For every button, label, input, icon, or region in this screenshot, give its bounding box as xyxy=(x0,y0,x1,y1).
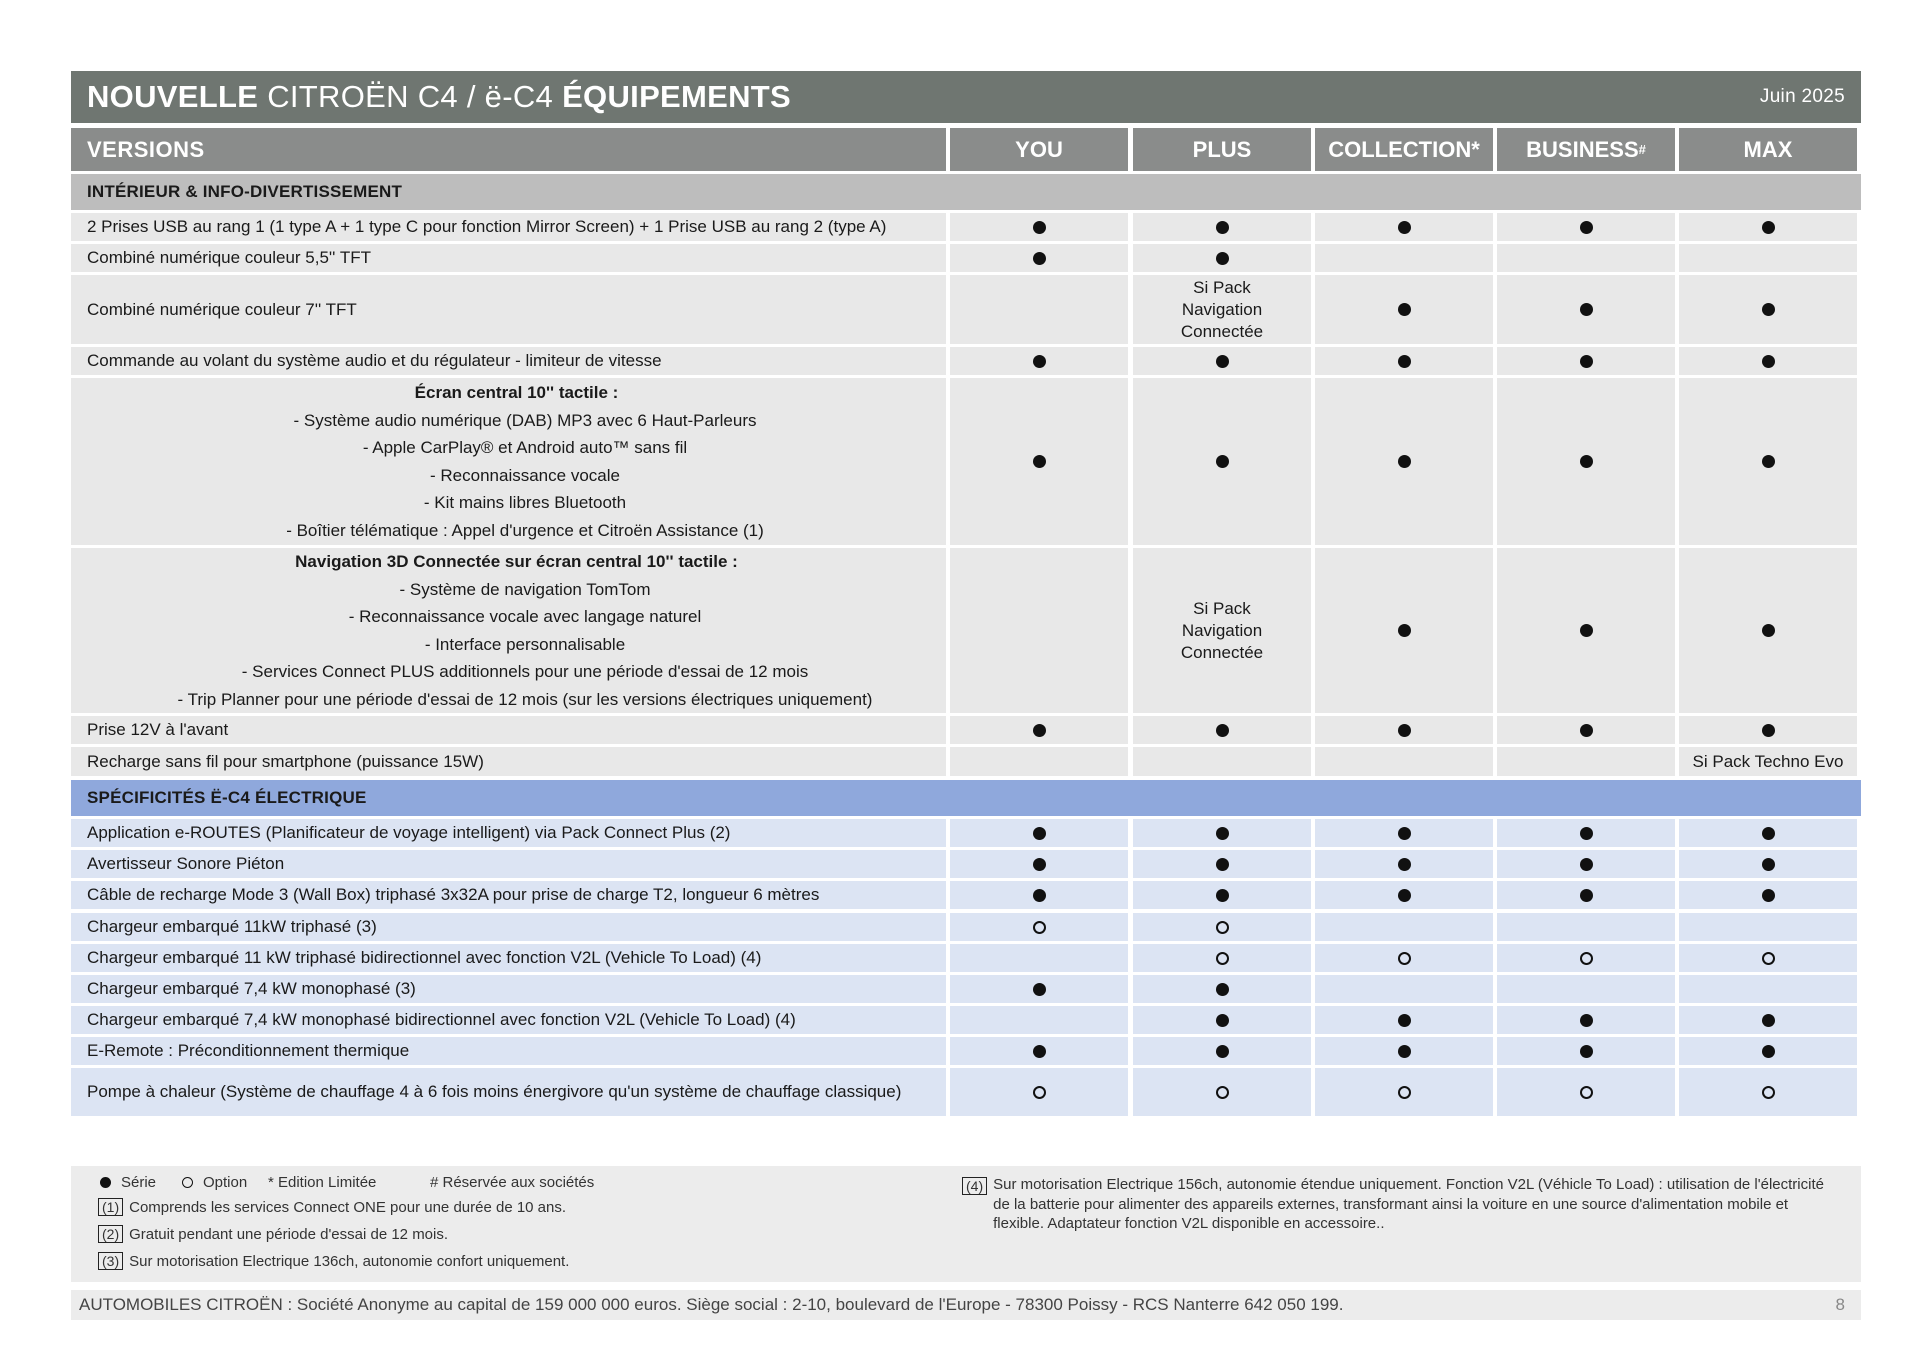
row-value-cell xyxy=(1315,913,1493,941)
row-value-cell xyxy=(950,1068,1128,1116)
standard-dot-icon xyxy=(1216,221,1229,234)
standard-dot-icon xyxy=(1398,1014,1411,1027)
standard-dot-icon xyxy=(1216,827,1229,840)
row-value-cell xyxy=(1679,747,1857,776)
standard-dot-icon xyxy=(1762,827,1775,840)
legend-edition-limitee: * Edition Limitée xyxy=(268,1174,377,1191)
row-value-cell xyxy=(1679,275,1857,344)
footnote-2: (2) Gratuit pendant une période d'essai de 12 mois. xyxy=(98,1225,448,1243)
row-label: Avertisseur Sonore Piéton xyxy=(71,850,946,878)
row-value-cell xyxy=(1497,819,1675,847)
standard-dot-icon xyxy=(1398,355,1411,368)
versions-header: VERSIONS xyxy=(71,128,946,171)
row-value-cell xyxy=(950,347,1128,375)
row-value-cell xyxy=(1679,213,1857,241)
row-value-cell xyxy=(1315,819,1493,847)
row-value-cell xyxy=(1679,944,1857,972)
standard-dot-icon xyxy=(1033,355,1046,368)
row-value-cell xyxy=(1133,244,1311,272)
row-value-cell xyxy=(1315,244,1493,272)
row-value-cell xyxy=(1133,716,1311,744)
row-value-cell xyxy=(1679,548,1857,713)
row-label: Application e-ROUTES (Planificateur de voyage intelligent) via Pack Connect Plus (2) xyxy=(71,819,946,847)
row-value-cell xyxy=(950,244,1128,272)
standard-dot-icon xyxy=(1033,983,1046,996)
row-label: 2 Prises USB au rang 1 (1 type A + 1 type C pour fonction Mirror Screen) + 1 Prise USB au rang 2 (type A) xyxy=(71,213,946,241)
row-value-cell xyxy=(1497,213,1675,241)
row-value-cell xyxy=(1315,347,1493,375)
row-value-cell xyxy=(1679,1006,1857,1034)
row-label: Câble de recharge Mode 3 (Wall Box) triphasé 3x32A pour prise de charge T2, longueur 6 mètres xyxy=(71,881,946,909)
row-value-cell xyxy=(950,944,1128,972)
footnote-4: (4) Sur motorisation Electrique 156ch, autonomie étendue uniquement. Fonction V2L (Véhicle To Load) : utilisation de l'électricité de la batterie pour alimenter des appareils externes, transformant ainsi la voiture en une source d'alimentation mobile et flexible. Adaptateur fonction V2L disponible en accessoire.. xyxy=(962,1175,1842,1234)
standard-dot-icon xyxy=(1580,724,1593,737)
row-value-cell xyxy=(1315,275,1493,344)
standard-dot-icon xyxy=(1762,221,1775,234)
standard-dot-icon xyxy=(1216,889,1229,902)
row-value-cell xyxy=(1315,378,1493,545)
standard-dot-icon xyxy=(1762,1045,1775,1058)
row-sub-item: - Interface personnalisable xyxy=(424,634,626,654)
row-sub-item: - Système audio numérique (DAB) MP3 avec 6 Haut-Parleurs xyxy=(293,410,757,430)
value-text: Si Pack Techno Evo xyxy=(1692,751,1844,771)
legend-serie: Série xyxy=(100,1174,156,1191)
standard-dot-icon xyxy=(1398,303,1411,316)
option-ring-icon xyxy=(1762,952,1775,965)
row-value-cell xyxy=(950,716,1128,744)
column-header-you: YOU xyxy=(950,128,1128,171)
row-sub-item: - Services Connect PLUS additionnels pour une période d'essai de 12 mois xyxy=(241,662,809,681)
option-ring-icon xyxy=(1033,1086,1046,1099)
option-ring-icon xyxy=(1033,921,1046,934)
row-value-cell xyxy=(1315,716,1493,744)
document-date: Juin 2025 xyxy=(1759,86,1845,107)
row-value-cell xyxy=(1679,244,1857,272)
row-label: Chargeur embarqué 7,4 kW monophasé bidirectionnel avec fonction V2L (Vehicle To Load) (4) xyxy=(71,1006,946,1034)
row-value-cell xyxy=(950,881,1128,909)
row-label: Chargeur embarqué 11kW triphasé (3) xyxy=(71,913,946,941)
row-value-cell xyxy=(1497,975,1675,1003)
row-value-cell xyxy=(1315,881,1493,909)
standard-dot-icon xyxy=(1580,827,1593,840)
row-sub-item: - Trip Planner pour une période d'essai de 12 mois (sur les versions électriques uniquement) xyxy=(177,689,873,709)
row-title: Écran central 10'' tactile : xyxy=(414,383,619,402)
standard-dot-icon xyxy=(1398,889,1411,902)
row-title: Navigation 3D Connectée sur écran central 10'' tactile : xyxy=(295,552,738,571)
title-equipements: ÉQUIPEMENTS xyxy=(562,79,792,114)
standard-dot-icon xyxy=(1762,858,1775,871)
row-value-cell xyxy=(1315,944,1493,972)
row-value-cell xyxy=(1497,913,1675,941)
row-value-cell xyxy=(950,275,1128,344)
row-value-cell xyxy=(950,975,1128,1003)
document-title-bar xyxy=(71,71,1861,123)
row-value-cell xyxy=(1497,1006,1675,1034)
row-value-cell xyxy=(1679,913,1857,941)
ring-icon xyxy=(182,1177,193,1188)
row-value-cell xyxy=(1497,244,1675,272)
value-text: Si Pack Navigation Connectée xyxy=(1180,598,1264,662)
option-ring-icon xyxy=(1398,1086,1411,1099)
row-label xyxy=(71,548,946,713)
title-model: CITROËN C4 / ë-C4 xyxy=(267,79,554,114)
footnote-3: (3) Sur motorisation Electrique 136ch, autonomie confort uniquement. xyxy=(98,1252,569,1270)
row-value-cell xyxy=(950,850,1128,878)
standard-dot-icon xyxy=(1398,221,1411,234)
standard-dot-icon xyxy=(1216,724,1229,737)
row-value-cell xyxy=(950,913,1128,941)
row-value-cell xyxy=(1133,1006,1311,1034)
option-ring-icon xyxy=(1216,921,1229,934)
row-value-cell xyxy=(950,747,1128,776)
legal-text: AUTOMOBILES CITROËN : Société Anonyme au capital de 159 000 000 euros. Siège social : 2-10, boulevard de l'Europe - 78300 Poissy - RCS Nanterre 642 050 199. xyxy=(79,1295,1344,1314)
row-sub-item: - Reconnaissance vocale avec langage naturel xyxy=(348,607,702,626)
standard-dot-icon xyxy=(1580,303,1593,316)
standard-dot-icon xyxy=(1033,827,1046,840)
column-header-plus: PLUS xyxy=(1133,128,1311,171)
row-value-cell xyxy=(1497,1037,1675,1065)
standard-dot-icon xyxy=(1033,889,1046,902)
standard-dot-icon xyxy=(1398,827,1411,840)
option-ring-icon xyxy=(1216,1086,1229,1099)
footnote-1: (1) Comprends les services Connect ONE pour une durée de 10 ans. xyxy=(98,1198,566,1216)
row-label: Recharge sans fil pour smartphone (puissance 15W) xyxy=(71,747,946,776)
legal-footer xyxy=(71,1290,1861,1320)
row-value-cell xyxy=(1133,913,1311,941)
row-label: Combiné numérique couleur 5,5'' TFT xyxy=(71,244,946,272)
column-header-collection: COLLECTION* xyxy=(1315,128,1493,171)
row-label xyxy=(71,378,946,545)
row-value-cell xyxy=(1679,378,1857,545)
standard-dot-icon xyxy=(1033,724,1046,737)
option-ring-icon xyxy=(1216,952,1229,965)
row-value-cell xyxy=(950,1006,1128,1034)
standard-dot-icon xyxy=(1580,1014,1593,1027)
row-value-cell xyxy=(1679,347,1857,375)
standard-dot-icon xyxy=(1762,455,1775,468)
row-value-cell xyxy=(1133,747,1311,776)
row-value-cell xyxy=(1679,716,1857,744)
option-ring-icon xyxy=(1580,1086,1593,1099)
standard-dot-icon xyxy=(1762,1014,1775,1027)
row-value-cell xyxy=(1315,747,1493,776)
row-sub-item: - Système de navigation TomTom xyxy=(399,579,651,599)
row-value-cell xyxy=(1315,1068,1493,1116)
standard-dot-icon xyxy=(1398,1045,1411,1058)
row-value-cell xyxy=(1315,850,1493,878)
standard-dot-icon xyxy=(1762,724,1775,737)
row-value-cell xyxy=(1497,548,1675,713)
row-value-cell xyxy=(1315,548,1493,713)
standard-dot-icon xyxy=(1216,858,1229,871)
row-value-cell xyxy=(1315,975,1493,1003)
row-label: Pompe à chaleur (Système de chauffage 4 à 6 fois moins énergivore qu'un système de chauffage classique) xyxy=(71,1068,946,1116)
row-value-cell xyxy=(1133,275,1311,344)
section-ec4-electrique: SPÉCIFICITÉS Ë-C4 ÉLECTRIQUE xyxy=(71,780,1861,816)
row-value-cell xyxy=(1679,1037,1857,1065)
row-value-cell xyxy=(1497,347,1675,375)
standard-dot-icon xyxy=(1580,858,1593,871)
row-label: Chargeur embarqué 7,4 kW monophasé (3) xyxy=(71,975,946,1003)
row-value-cell xyxy=(1133,975,1311,1003)
row-label: Prise 12V à l'avant xyxy=(71,716,946,744)
standard-dot-icon xyxy=(1398,724,1411,737)
standard-dot-icon xyxy=(1216,355,1229,368)
value-text: Si Pack Navigation Connectée xyxy=(1180,277,1264,341)
row-value-cell xyxy=(1133,881,1311,909)
row-value-cell xyxy=(1133,213,1311,241)
standard-dot-icon xyxy=(1033,252,1046,265)
row-value-cell xyxy=(950,378,1128,545)
row-value-cell xyxy=(1497,716,1675,744)
row-value-cell xyxy=(1679,819,1857,847)
row-value-cell xyxy=(1679,881,1857,909)
row-value-cell xyxy=(1497,1068,1675,1116)
row-value-cell xyxy=(1133,1037,1311,1065)
row-value-cell xyxy=(1497,275,1675,344)
standard-dot-icon xyxy=(1398,858,1411,871)
standard-dot-icon xyxy=(1762,355,1775,368)
row-sub-item: - Apple CarPlay® et Android auto™ sans fil xyxy=(362,438,688,457)
row-value-cell xyxy=(1497,747,1675,776)
legend-option: Option xyxy=(182,1174,247,1191)
row-value-cell xyxy=(1315,1037,1493,1065)
row-value-cell xyxy=(1133,378,1311,545)
standard-dot-icon xyxy=(1580,455,1593,468)
row-value-cell xyxy=(1133,819,1311,847)
row-value-cell xyxy=(1679,1068,1857,1116)
page-number: 8 xyxy=(1835,1295,1845,1314)
row-value-cell xyxy=(1133,850,1311,878)
row-value-cell xyxy=(1679,975,1857,1003)
row-value-cell xyxy=(1497,850,1675,878)
row-value-cell xyxy=(950,1037,1128,1065)
standard-dot-icon xyxy=(1762,624,1775,637)
standard-dot-icon xyxy=(1762,889,1775,902)
standard-dot-icon xyxy=(1033,221,1046,234)
row-value-cell xyxy=(1315,1006,1493,1034)
row-value-cell xyxy=(950,548,1128,713)
filled-dot-icon xyxy=(100,1177,111,1188)
row-value-cell xyxy=(1133,944,1311,972)
row-sub-item: - Reconnaissance vocale xyxy=(430,465,620,485)
standard-dot-icon xyxy=(1580,889,1593,902)
column-header-max: MAX xyxy=(1679,128,1857,171)
standard-dot-icon xyxy=(1580,221,1593,234)
title-nouvelle: NOUVELLE xyxy=(87,79,259,114)
option-ring-icon xyxy=(1580,952,1593,965)
row-value-cell xyxy=(1497,378,1675,545)
option-ring-icon xyxy=(1398,952,1411,965)
column-header-business: BUSINESS # xyxy=(1497,128,1675,171)
row-value-cell xyxy=(1315,213,1493,241)
legend-reservee: # Réservée aux sociétés xyxy=(430,1174,595,1191)
standard-dot-icon xyxy=(1580,355,1593,368)
section-interieur: INTÉRIEUR & INFO-DIVERTISSEMENT xyxy=(71,174,1861,210)
row-value-cell xyxy=(950,213,1128,241)
row-value-cell xyxy=(1497,944,1675,972)
standard-dot-icon xyxy=(1216,1045,1229,1058)
row-value-cell xyxy=(1497,881,1675,909)
standard-dot-icon xyxy=(1216,983,1229,996)
row-label: Combiné numérique couleur 7'' TFT xyxy=(71,275,946,344)
standard-dot-icon xyxy=(1033,1045,1046,1058)
standard-dot-icon xyxy=(1762,303,1775,316)
row-label: Commande au volant du système audio et du régulateur - limiteur de vitesse xyxy=(71,347,946,375)
row-sub-item: - Kit mains libres Bluetooth xyxy=(423,493,627,512)
row-label: Chargeur embarqué 11 kW triphasé bidirectionnel avec fonction V2L (Vehicle To Load) (4) xyxy=(71,944,946,972)
row-value-cell xyxy=(1133,347,1311,375)
standard-dot-icon xyxy=(1398,455,1411,468)
standard-dot-icon xyxy=(1033,455,1046,468)
standard-dot-icon xyxy=(1580,1045,1593,1058)
row-sub-item: - Boîtier télématique : Appel d'urgence et Citroën Assistance (1) xyxy=(286,520,764,540)
standard-dot-icon xyxy=(1398,624,1411,637)
row-value-cell xyxy=(1679,850,1857,878)
standard-dot-icon xyxy=(1033,858,1046,871)
option-ring-icon xyxy=(1762,1086,1775,1099)
standard-dot-icon xyxy=(1216,455,1229,468)
standard-dot-icon xyxy=(1216,252,1229,265)
row-label: E-Remote : Préconditionnement thermique xyxy=(71,1037,946,1065)
row-value-cell xyxy=(1133,1068,1311,1116)
row-value-cell xyxy=(950,819,1128,847)
standard-dot-icon xyxy=(1216,1014,1229,1027)
row-value-cell xyxy=(1133,548,1311,713)
standard-dot-icon xyxy=(1580,624,1593,637)
